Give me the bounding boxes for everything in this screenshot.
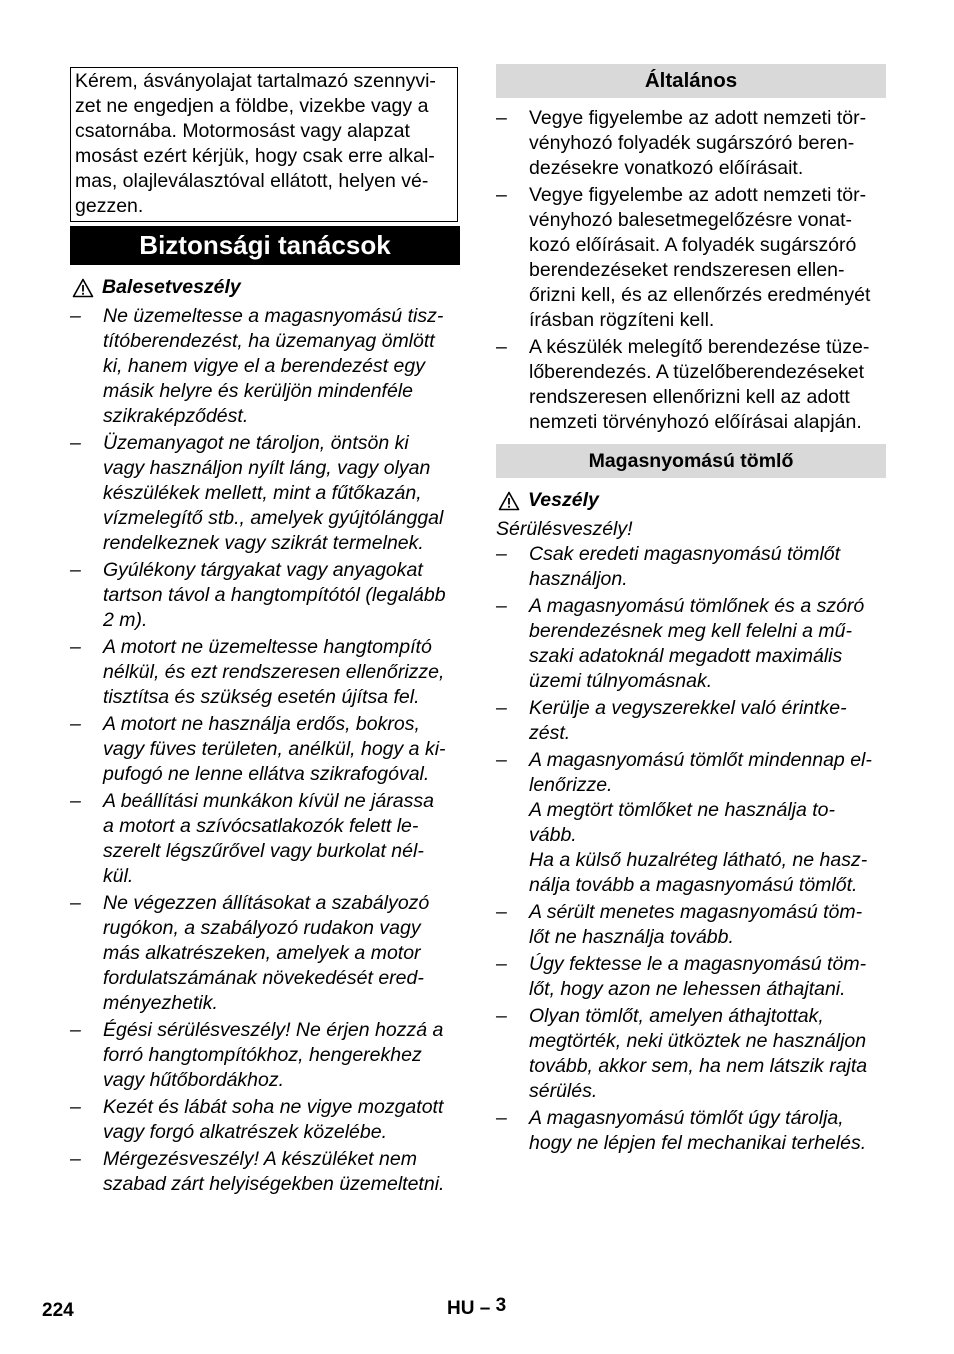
list-item-line: tartson távol a hangtompítótól (legalább <box>103 584 446 606</box>
list-item <box>496 594 888 694</box>
list-item-line: rugókon, a szabályozó rudakon vagy <box>103 917 421 939</box>
list-item-line: tisztítsa és szükség esetén újítsa fel. <box>103 686 420 708</box>
list-item-line: A motort ne üzemeltesse hangtompító <box>103 636 432 658</box>
bullet-dash: – <box>496 543 507 565</box>
list-item <box>70 1095 462 1145</box>
bullet-dash: – <box>70 1019 81 1041</box>
list-item-line: Üzemanyagot ne tároljon, öntsön ki <box>103 432 409 454</box>
list-item-line: lenőrizze. <box>529 774 613 796</box>
language-code: HU <box>447 1298 475 1319</box>
list-item-line: más alkatrészeken, amelyek a motor <box>103 942 421 964</box>
list-item-line: A magasnyomású tömlőnek és a szóró <box>529 595 865 617</box>
bullet-dash: – <box>70 1148 81 1170</box>
list-item-line: kül. <box>103 865 134 887</box>
bullet-dash: – <box>496 953 507 975</box>
list-item-line: berendezésnek meg kell felelni a mű- <box>529 620 853 642</box>
list-item-line: vagy füves területen, anélkül, hogy a ki- <box>103 738 446 760</box>
list-item-line: vagy használjon nyílt láng, vagy olyan <box>103 457 431 479</box>
bullet-dash: – <box>70 305 81 327</box>
list-item-line: zést. <box>529 722 571 744</box>
bullet-dash: – <box>496 595 507 617</box>
notice-line: gezzen. <box>75 195 144 217</box>
general-section-title: Általános <box>496 64 886 98</box>
bullet-dash: – <box>496 336 507 358</box>
list-item-line: írásban rögzíteni kell. <box>529 309 715 331</box>
list-item-line: vényhozó folyadék sugárszóró beren- <box>529 132 855 154</box>
list-item <box>496 748 888 898</box>
danger-warning-heading <box>498 488 599 513</box>
hose-section-title: Magasnyomású tömlő <box>496 444 886 478</box>
list-item-line: rendelkeznek vagy szikrát termelnek. <box>103 532 424 554</box>
list-item-line: A beállítási munkákon kívül ne járassa <box>103 790 434 812</box>
list-item-line: sérülés. <box>529 1080 598 1102</box>
bullet-dash: – <box>496 1107 507 1129</box>
list-item-line: nemzeti törvényhozó előírásai alapján. <box>529 411 862 433</box>
notice-line: mosást ezért kérjük, hogy csak erre alkal- <box>75 145 435 167</box>
list-item-line: Ha a külső huzalréteg látható, ne hasz- <box>529 849 868 871</box>
list-item-line: ményezhetik. <box>103 992 218 1014</box>
list-item-line: nélkül, és ezt rendszeresen ellenőrizze, <box>103 661 445 683</box>
list-item-line: fordulatszámának növekedését ered- <box>103 967 424 989</box>
list-item-line: készülékek mellett, mint a fűtőkazán, <box>103 482 422 504</box>
accident-warning-heading <box>72 275 241 300</box>
list-item-line: megtörték, neki ütköztek ne használjon <box>529 1030 867 1052</box>
list-item-line: A megtört tömlőket ne használja to- <box>529 799 836 821</box>
list-item <box>496 952 888 1002</box>
list-item <box>496 542 888 592</box>
bullet-dash: – <box>496 697 507 719</box>
page-footer-label <box>447 1296 506 1321</box>
list-item-line: Égési sérülésveszély! Ne érjen hozzá a <box>103 1019 444 1041</box>
list-item <box>70 1018 462 1093</box>
warning-label: Balesetveszély <box>102 276 241 298</box>
list-item-line: dezésekre vonatkozó előírásait. <box>529 157 804 179</box>
list-item-line: Ne üzemeltesse a magasnyomású tisz- <box>103 305 444 327</box>
list-item-line: Gyúlékony tárgyakat vagy anyagokat <box>103 559 423 581</box>
list-item-line: nálja tovább a magasnyomású tömlőt. <box>529 874 858 896</box>
list-item-line: vább. <box>529 824 577 846</box>
list-item-line: vagy forgó alkatrészek közelébe. <box>103 1121 387 1143</box>
list-item <box>70 712 462 787</box>
list-item-line: berendezéseket rendszeresen ellen- <box>529 259 845 281</box>
list-item-line: títóberendezést, ha üzemanyag ömlött <box>103 330 435 352</box>
hose-list <box>496 542 888 1158</box>
list-item-line: tovább, akkor sem, ha nem látszik rajta <box>529 1055 868 1077</box>
list-item-line: Olyan tömlőt, amelyen áthajtottak, <box>529 1005 824 1027</box>
list-item-line: Kezét és lábát soha ne vigye mozgatott <box>103 1096 444 1118</box>
list-item-line: vagy hűtőbordákhoz. <box>103 1069 285 1091</box>
footer-dash: – <box>479 1298 491 1319</box>
list-item <box>496 335 888 435</box>
list-item-line: vízmelegítő stb., amelyek gyújtólánggal <box>103 507 444 529</box>
list-item-line: A készülék melegítő berendezése tüze- <box>529 336 870 358</box>
list-item <box>496 106 888 181</box>
warning-triangle-icon <box>498 491 520 511</box>
bullet-dash: – <box>496 901 507 923</box>
hose-intro: Sérülésveszély! <box>496 518 633 540</box>
list-item-line: Ne végezzen állításokat a szabályozó <box>103 892 430 914</box>
notice-line: csatornába. Motormosást vagy alapzat <box>75 120 410 142</box>
general-list <box>496 106 888 437</box>
bullet-dash: – <box>70 892 81 914</box>
list-item-line: lőt, hogy azon ne lehessen áthajtani. <box>529 978 846 1000</box>
notice-line: mas, olajleválasztóval ellátott, helyen vé- <box>75 170 429 192</box>
list-item-line: lőt ne használja tovább. <box>529 926 734 948</box>
list-item-line: Mérgezésveszély! A készüléket nem <box>103 1148 417 1170</box>
list-item-line: vényhozó balesetmegelőzésre vonat- <box>529 209 853 231</box>
list-item-line: Kerülje a vegyszerekkel való érintke- <box>529 697 847 719</box>
list-item <box>496 696 888 746</box>
list-item-line: Vegye figyelembe az adott nemzeti tör- <box>529 107 867 129</box>
list-item-line: pufogó ne lenne ellátva szikrafogóval. <box>103 763 430 785</box>
list-item-line: másik helyre és kerüljön mindenféle <box>103 380 413 402</box>
list-item <box>496 1004 888 1104</box>
list-item-line: 2 m). <box>103 609 148 631</box>
list-item <box>496 900 888 950</box>
list-item <box>70 431 462 556</box>
bullet-dash: – <box>70 713 81 735</box>
list-item <box>70 891 462 1016</box>
environment-notice-box <box>70 67 458 222</box>
bullet-dash: – <box>496 184 507 206</box>
safety-section-title: Biztonsági tanácsok <box>70 226 460 265</box>
list-item-line: használjon. <box>529 568 628 590</box>
warning-triangle-icon <box>72 278 94 298</box>
list-item-line: rendszeresen ellenőrizni kell az adott <box>529 386 850 408</box>
list-item-line: szaki adatoknál megadott maximális <box>529 645 843 667</box>
notice-line: zet ne engedjen a földbe, vizekbe vagy a <box>75 95 429 117</box>
list-item-line: Vegye figyelembe az adott nemzeti tör- <box>529 184 867 206</box>
list-item-line: Csak eredeti magasnyomású tömlőt <box>529 543 841 565</box>
list-item-line: a motort a szívócsatlakozók felett le- <box>103 815 419 837</box>
safety-list <box>70 304 462 1199</box>
list-item <box>70 789 462 889</box>
warning-label: Veszély <box>528 489 599 511</box>
bullet-dash: – <box>496 107 507 129</box>
bullet-dash: – <box>70 1096 81 1118</box>
list-item-line: lőberendezés. A tüzelőberendezéseket <box>529 361 864 383</box>
sub-page-number: 3 <box>495 1295 507 1316</box>
list-item-line: ki, hanem vigye el a berendezést egy <box>103 355 425 377</box>
list-item <box>70 304 462 429</box>
list-item-line: A magasnyomású tömlőt úgy tárolja, <box>529 1107 844 1129</box>
bullet-dash: – <box>496 1005 507 1027</box>
list-item <box>70 558 462 633</box>
list-item-line: őrizni kell, és az ellenőrzés eredményét <box>529 284 871 306</box>
bullet-dash: – <box>70 636 81 658</box>
list-item-line: szabad zárt helyiségekben üzemeltetni. <box>103 1173 445 1195</box>
list-item <box>70 635 462 710</box>
list-item-line: A motort ne használja erdős, bokros, <box>103 713 420 735</box>
list-item-line: A magasnyomású tömlőt mindennap el- <box>529 749 872 771</box>
list-item <box>496 1106 888 1156</box>
list-item-line: A sérült menetes magasnyomású töm- <box>529 901 863 923</box>
list-item-line: üzemi túlnyomásnak. <box>529 670 713 692</box>
bullet-dash: – <box>70 432 81 454</box>
list-item-line: hogy ne lépjen fel mechanikai terhelés. <box>529 1132 867 1154</box>
list-item <box>496 183 888 333</box>
page-number: 224 <box>42 1300 74 1321</box>
bullet-dash: – <box>496 749 507 771</box>
list-item-line: forró hangtompítókhoz, hengerekhez <box>103 1044 422 1066</box>
list-item-line: kozó előírásait. A folyadék sugárszóró <box>529 234 857 256</box>
list-item-line: szerelt légszűrővel vagy burkolat nél- <box>103 840 424 862</box>
bullet-dash: – <box>70 790 81 812</box>
list-item-line: Úgy fektesse le a magasnyomású töm- <box>529 953 867 975</box>
bullet-dash: – <box>70 559 81 581</box>
notice-line: Kérem, ásványolajat tartalmazó szennyvi- <box>75 70 436 92</box>
list-item <box>70 1147 462 1197</box>
list-item-line: szikraképződést. <box>103 405 249 427</box>
